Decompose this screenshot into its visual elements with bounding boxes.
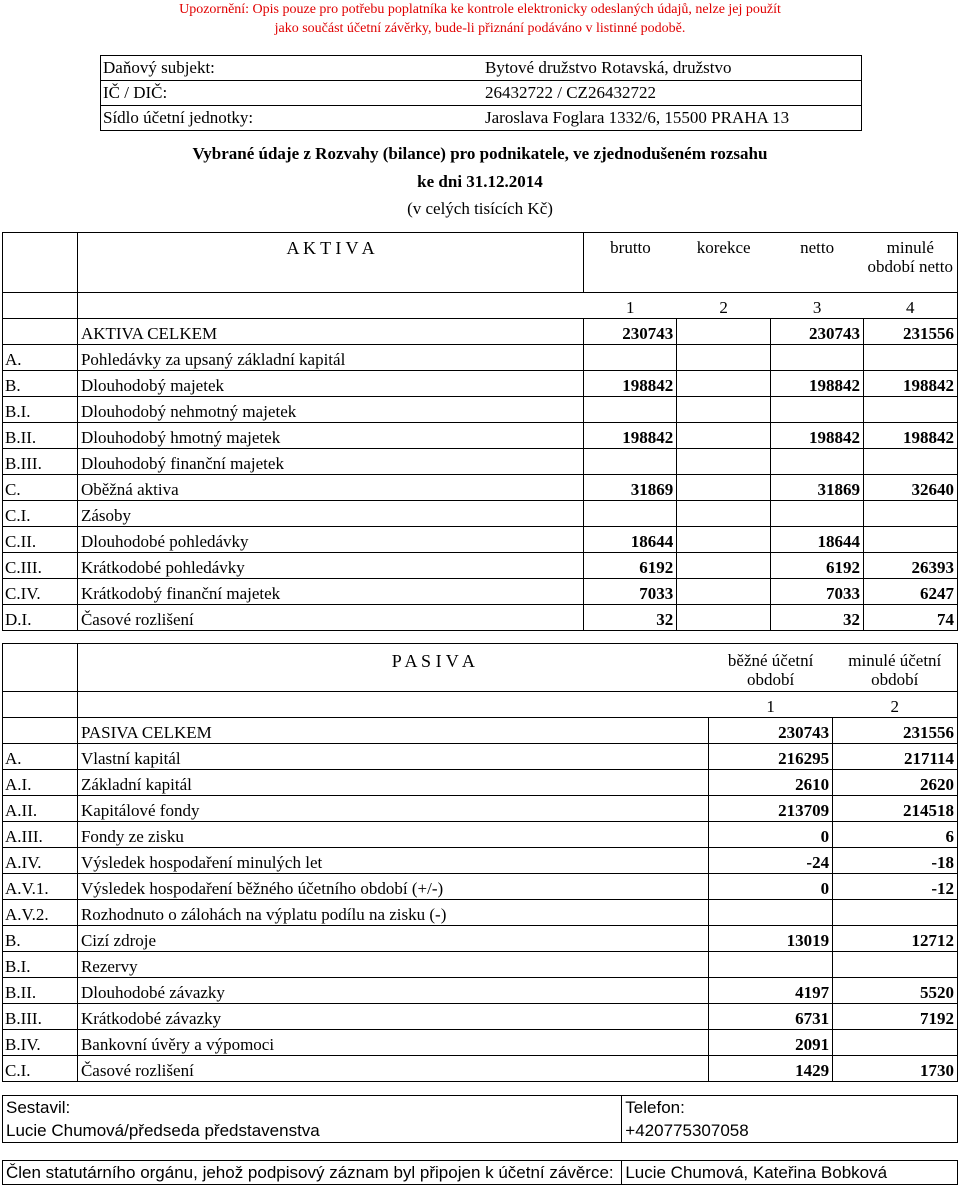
col-num-4: 4 bbox=[864, 293, 958, 319]
aktiva-row-label: Dlouhodobý nehmotný majetek bbox=[77, 397, 583, 423]
aktiva-row-label: Krátkodobý finanční majetek bbox=[77, 579, 583, 605]
warning-line-2: jako součást účetní závěrky, bude-li přiznání podáváno v listinné podobě. bbox=[274, 21, 686, 36]
aktiva-row-label: Dlouhodobý majetek bbox=[77, 371, 583, 397]
pasiva-row-bezne: 4197 bbox=[709, 978, 833, 1004]
pasiva-row-code: B. bbox=[3, 926, 78, 952]
aktiva-row-brutto: 7033 bbox=[584, 579, 677, 605]
pasiva-row-bezne: 0 bbox=[709, 822, 833, 848]
warning-line-1: Upozornění: Opis pouze pro potřebu poplatníka ke kontrole elektronicky odeslaných údajů, nelze jej použít bbox=[179, 2, 781, 17]
aktiva-row-label: Krátkodobé pohledávky bbox=[77, 553, 583, 579]
statutory-value: Lucie Chumová, Kateřina Bobková bbox=[622, 1161, 958, 1185]
pasiva-row-label: Rozhodnuto o zálohách na výplatu podílu na zisku (-) bbox=[77, 900, 708, 926]
aktiva-table bbox=[2, 232, 958, 631]
aktiva-row-code: C.IV. bbox=[3, 579, 78, 605]
pasiva-row-minule: -18 bbox=[833, 848, 958, 874]
aktiva-row-brutto: 198842 bbox=[584, 423, 677, 449]
aktiva-row-korekce bbox=[677, 527, 771, 553]
aktiva-row-label: Dlouhodobý hmotný majetek bbox=[77, 423, 583, 449]
aktiva-row-korekce bbox=[677, 319, 771, 345]
pasiva-row bbox=[3, 874, 958, 900]
pasiva-row bbox=[3, 1004, 958, 1030]
pasiva-row-minule: 231556 bbox=[833, 718, 958, 744]
report-unit: (v celých tisících Kč) bbox=[407, 199, 553, 218]
aktiva-row-brutto bbox=[584, 397, 677, 423]
pasiva-row-bezne: 0 bbox=[709, 874, 833, 900]
aktiva-row-label: Časové rozlišení bbox=[77, 605, 583, 631]
aktiva-row-brutto: 198842 bbox=[584, 371, 677, 397]
aktiva-row bbox=[3, 553, 958, 579]
col-num-1: 1 bbox=[584, 293, 677, 319]
aktiva-row-korekce bbox=[677, 605, 771, 631]
aktiva-row bbox=[3, 605, 958, 631]
pasiva-row-code: B.IV. bbox=[3, 1030, 78, 1056]
pasiva-col-num-2: 2 bbox=[833, 692, 958, 718]
aktiva-row-korekce bbox=[677, 475, 771, 501]
pasiva-row-code: A.IV. bbox=[3, 848, 78, 874]
pasiva-row-bezne bbox=[709, 952, 833, 978]
pasiva-row-label: Bankovní úvěry a výpomoci bbox=[77, 1030, 708, 1056]
pasiva-row-minule: 217114 bbox=[833, 744, 958, 770]
ic-value: 26432722 / CZ26432722 bbox=[483, 81, 862, 106]
pasiva-row-code bbox=[3, 718, 78, 744]
pasiva-row-bezne: 2091 bbox=[709, 1030, 833, 1056]
col-num-2: 2 bbox=[677, 293, 771, 319]
pasiva-row-bezne: 1429 bbox=[709, 1056, 833, 1082]
aktiva-row-brutto bbox=[584, 449, 677, 475]
col-korekce: korekce bbox=[677, 233, 771, 293]
pasiva-row-code: B.I. bbox=[3, 952, 78, 978]
aktiva-row-netto: 18644 bbox=[771, 527, 864, 553]
aktiva-row-code: C.II. bbox=[3, 527, 78, 553]
pasiva-row bbox=[3, 952, 958, 978]
aktiva-row-brutto: 18644 bbox=[584, 527, 677, 553]
telefon-value: +420775307058 bbox=[622, 1119, 958, 1143]
pasiva-row-code: C.I. bbox=[3, 1056, 78, 1082]
ic-label: IČ / DIČ: bbox=[101, 81, 484, 106]
pasiva-row-label: PASIVA CELKEM bbox=[77, 718, 708, 744]
pasiva-row-bezne: 2610 bbox=[709, 770, 833, 796]
aktiva-row-minule: 32640 bbox=[864, 475, 958, 501]
pasiva-row-label: Fondy ze zisku bbox=[77, 822, 708, 848]
report-date: ke dni 31.12.2014 bbox=[417, 172, 543, 191]
pasiva-row-minule bbox=[833, 900, 958, 926]
aktiva-row-code: B. bbox=[3, 371, 78, 397]
pasiva-row-minule: 5520 bbox=[833, 978, 958, 1004]
pasiva-row-minule bbox=[833, 1030, 958, 1056]
pasiva-row-label: Krátkodobé závazky bbox=[77, 1004, 708, 1030]
pasiva-row-bezne: -24 bbox=[709, 848, 833, 874]
pasiva-row-code: A.V.2. bbox=[3, 900, 78, 926]
aktiva-row-minule: 26393 bbox=[864, 553, 958, 579]
aktiva-row bbox=[3, 527, 958, 553]
col-minule-netto: minulé období netto bbox=[864, 233, 958, 293]
pasiva-row-label: Cizí zdroje bbox=[77, 926, 708, 952]
aktiva-row-code bbox=[3, 319, 78, 345]
aktiva-row-netto: 230743 bbox=[771, 319, 864, 345]
aktiva-row-minule bbox=[864, 501, 958, 527]
aktiva-row-netto: 32 bbox=[771, 605, 864, 631]
aktiva-row bbox=[3, 397, 958, 423]
pasiva-row-bezne: 13019 bbox=[709, 926, 833, 952]
aktiva-heading: A K T I V A bbox=[77, 233, 583, 293]
pasiva-row-code: A.II. bbox=[3, 796, 78, 822]
col-minule-obdobi: minulé účetní období bbox=[833, 644, 958, 692]
pasiva-row-label: Výsledek hospodaření minulých let bbox=[77, 848, 708, 874]
statutory-label: Člen statutárního orgánu, jehož podpisový záznam byl připojen k účetní závěrce: bbox=[3, 1161, 622, 1185]
aktiva-row-code: C. bbox=[3, 475, 78, 501]
pasiva-row-bezne: 216295 bbox=[709, 744, 833, 770]
aktiva-row-minule: 198842 bbox=[864, 423, 958, 449]
pasiva-row bbox=[3, 926, 958, 952]
pasiva-row-minule: 214518 bbox=[833, 796, 958, 822]
aktiva-row-code: A. bbox=[3, 345, 78, 371]
pasiva-row-label: Kapitálové fondy bbox=[77, 796, 708, 822]
aktiva-row bbox=[3, 423, 958, 449]
pasiva-row-code: B.III. bbox=[3, 1004, 78, 1030]
aktiva-row-code: C.III. bbox=[3, 553, 78, 579]
aktiva-row-korekce bbox=[677, 423, 771, 449]
pasiva-row bbox=[3, 770, 958, 796]
seat-label: Sídlo účetní jednotky: bbox=[101, 106, 484, 131]
aktiva-row-netto bbox=[771, 449, 864, 475]
pasiva-rows bbox=[3, 718, 958, 1082]
aktiva-row-netto: 198842 bbox=[771, 371, 864, 397]
aktiva-row-brutto: 32 bbox=[584, 605, 677, 631]
statutory-table bbox=[2, 1160, 958, 1185]
aktiva-row-minule bbox=[864, 449, 958, 475]
pasiva-row-code: A. bbox=[3, 744, 78, 770]
aktiva-row bbox=[3, 501, 958, 527]
pasiva-row-label: Rezervy bbox=[77, 952, 708, 978]
pasiva-heading: P A S I V A bbox=[77, 644, 708, 692]
aktiva-row-korekce bbox=[677, 345, 771, 371]
pasiva-row-minule: 2620 bbox=[833, 770, 958, 796]
pasiva-row-code: A.III. bbox=[3, 822, 78, 848]
seat-value: Jaroslava Foglara 1332/6, 15500 PRAHA 13 bbox=[483, 106, 862, 131]
aktiva-row bbox=[3, 371, 958, 397]
subject-label: Daňový subjekt: bbox=[101, 56, 484, 81]
aktiva-row-korekce bbox=[677, 553, 771, 579]
aktiva-row-minule: 231556 bbox=[864, 319, 958, 345]
aktiva-row-label: Dlouhodobé pohledávky bbox=[77, 527, 583, 553]
aktiva-row-label: Oběžná aktiva bbox=[77, 475, 583, 501]
col-netto: netto bbox=[771, 233, 864, 293]
pasiva-row-label: Dlouhodobé závazky bbox=[77, 978, 708, 1004]
aktiva-row-label: Pohledávky za upsaný základní kapitál bbox=[77, 345, 583, 371]
aktiva-row-code: C.I. bbox=[3, 501, 78, 527]
aktiva-row-korekce bbox=[677, 449, 771, 475]
pasiva-row bbox=[3, 900, 958, 926]
aktiva-row-code: B.I. bbox=[3, 397, 78, 423]
pasiva-table bbox=[2, 643, 958, 1082]
aktiva-row-korekce bbox=[677, 501, 771, 527]
pasiva-row-code: B.II. bbox=[3, 978, 78, 1004]
pasiva-row bbox=[3, 718, 958, 744]
aktiva-row-brutto: 6192 bbox=[584, 553, 677, 579]
pasiva-row bbox=[3, 1056, 958, 1082]
aktiva-row bbox=[3, 449, 958, 475]
aktiva-row-minule bbox=[864, 345, 958, 371]
aktiva-row-brutto: 31869 bbox=[584, 475, 677, 501]
aktiva-row bbox=[3, 319, 958, 345]
aktiva-row-korekce bbox=[677, 397, 771, 423]
telefon-label: Telefon: bbox=[622, 1096, 958, 1120]
pasiva-row-label: Základní kapitál bbox=[77, 770, 708, 796]
pasiva-row-minule: 1730 bbox=[833, 1056, 958, 1082]
aktiva-row-code: B.III. bbox=[3, 449, 78, 475]
aktiva-row-netto bbox=[771, 501, 864, 527]
aktiva-row-netto: 7033 bbox=[771, 579, 864, 605]
sestavil-value: Lucie Chumová/předseda představenstva bbox=[3, 1119, 622, 1143]
pasiva-row bbox=[3, 1030, 958, 1056]
aktiva-row bbox=[3, 345, 958, 371]
aktiva-row-netto: 198842 bbox=[771, 423, 864, 449]
pasiva-row-bezne bbox=[709, 900, 833, 926]
subject-value: Bytové družstvo Rotavská, družstvo bbox=[483, 56, 862, 81]
aktiva-row-minule bbox=[864, 527, 958, 553]
pasiva-row-minule: 12712 bbox=[833, 926, 958, 952]
pasiva-row-label: Výsledek hospodaření běžného účetního období (+/-) bbox=[77, 874, 708, 900]
pasiva-row-label: Časové rozlišení bbox=[77, 1056, 708, 1082]
pasiva-row-label: Vlastní kapitál bbox=[77, 744, 708, 770]
aktiva-row-netto: 6192 bbox=[771, 553, 864, 579]
col-bezne-obdobi: běžné účetní období bbox=[709, 644, 833, 692]
aktiva-row-minule: 74 bbox=[864, 605, 958, 631]
aktiva-row-label: Dlouhodobý finanční majetek bbox=[77, 449, 583, 475]
aktiva-row-label: Zásoby bbox=[77, 501, 583, 527]
footer-table bbox=[2, 1095, 958, 1143]
aktiva-row-brutto bbox=[584, 501, 677, 527]
aktiva-row-minule bbox=[864, 397, 958, 423]
subject-header-table bbox=[100, 55, 862, 131]
col-brutto: brutto bbox=[584, 233, 677, 293]
pasiva-col-num-1: 1 bbox=[709, 692, 833, 718]
aktiva-row bbox=[3, 475, 958, 501]
pasiva-row bbox=[3, 848, 958, 874]
aktiva-row-korekce bbox=[677, 579, 771, 605]
pasiva-row-minule: 6 bbox=[833, 822, 958, 848]
col-num-3: 3 bbox=[771, 293, 864, 319]
aktiva-row-code: D.I. bbox=[3, 605, 78, 631]
report-title: Vybrané údaje z Rozvahy (bilance) pro podnikatele, ve zjednodušeném rozsahu bbox=[192, 144, 768, 163]
pasiva-row-bezne: 6731 bbox=[709, 1004, 833, 1030]
pasiva-row-minule bbox=[833, 952, 958, 978]
pasiva-row-minule: -12 bbox=[833, 874, 958, 900]
aktiva-row-minule: 6247 bbox=[864, 579, 958, 605]
pasiva-row bbox=[3, 822, 958, 848]
aktiva-row-netto bbox=[771, 397, 864, 423]
aktiva-row-korekce bbox=[677, 371, 771, 397]
sestavil-label: Sestavil: bbox=[3, 1096, 622, 1120]
pasiva-row-code: A.V.1. bbox=[3, 874, 78, 900]
aktiva-row bbox=[3, 579, 958, 605]
pasiva-row-code: A.I. bbox=[3, 770, 78, 796]
pasiva-row bbox=[3, 744, 958, 770]
pasiva-row-bezne: 213709 bbox=[709, 796, 833, 822]
aktiva-rows bbox=[3, 319, 958, 631]
pasiva-row bbox=[3, 978, 958, 1004]
aktiva-row-code: B.II. bbox=[3, 423, 78, 449]
pasiva-row bbox=[3, 796, 958, 822]
aktiva-row-label: AKTIVA CELKEM bbox=[77, 319, 583, 345]
aktiva-row-netto: 31869 bbox=[771, 475, 864, 501]
aktiva-row-brutto: 230743 bbox=[584, 319, 677, 345]
pasiva-row-bezne: 230743 bbox=[709, 718, 833, 744]
aktiva-row-minule: 198842 bbox=[864, 371, 958, 397]
aktiva-row-brutto bbox=[584, 345, 677, 371]
aktiva-row-netto bbox=[771, 345, 864, 371]
pasiva-row-minule: 7192 bbox=[833, 1004, 958, 1030]
